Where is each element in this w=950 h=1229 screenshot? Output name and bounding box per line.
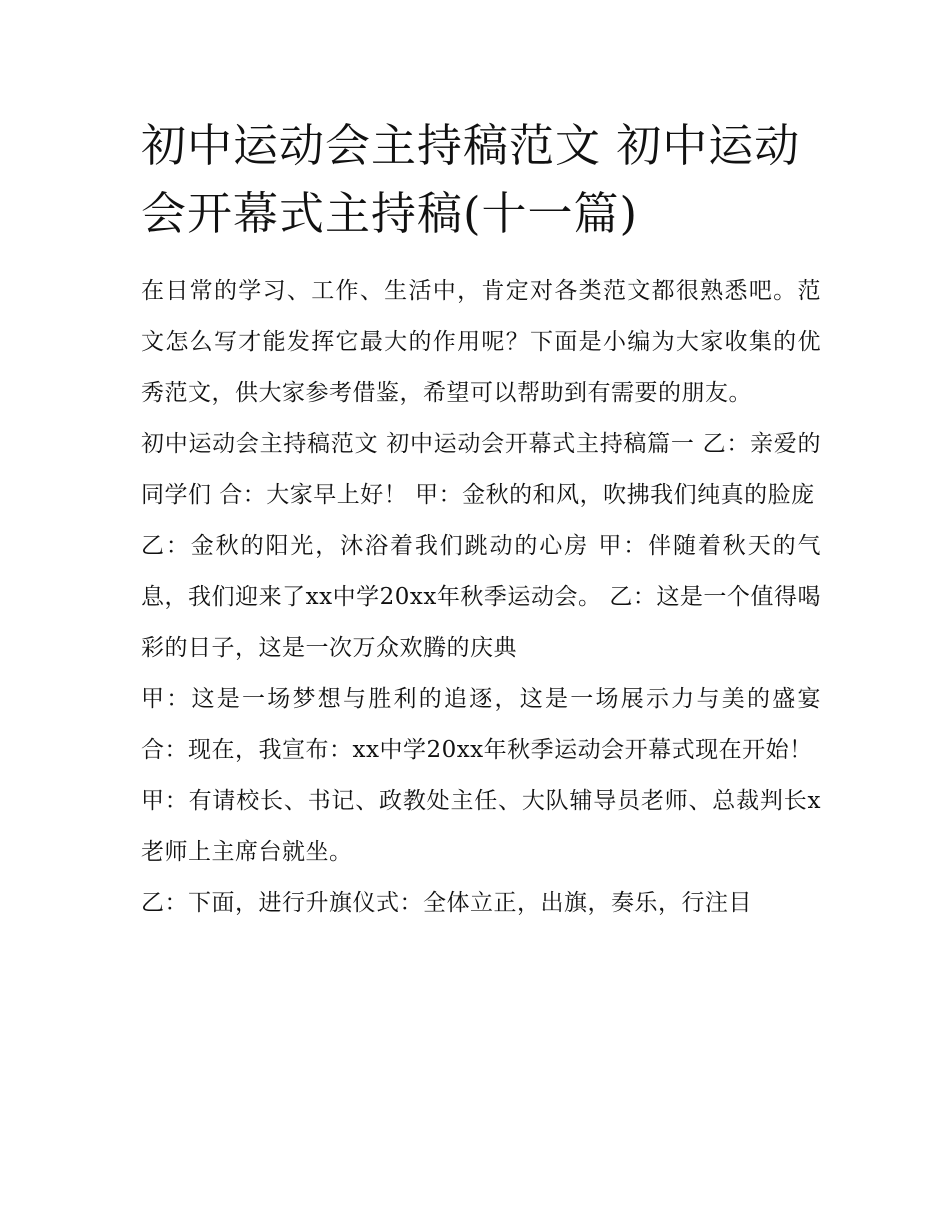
paragraph-flag-ceremony: 乙：下面，进行升旗仪式：全体立正，出旗，奏乐，行注目	[141, 890, 752, 916]
document-title: 初中运动会主持稿范文 初中运动会开幕式主持稿(十一篇)	[141, 119, 801, 240]
paragraph-intro: 在日常的学习、工作、生活中，肯定对各类范文都很熟悉吧。范文怎么写才能发挥它最大的作用呢？下面是小编为大家收集的优秀范文，供大家参考借鉴，希望可以帮助到有需要的朋友。	[141, 278, 821, 406]
document-page	[141, 112, 821, 929]
paragraph-opening: 初中运动会主持稿范文 初中运动会开幕式主持稿篇一 乙：亲爱的同学们 合：大家早上好！ 甲：金秋的和风，吹拂我们纯真的脸庞	[141, 431, 821, 508]
paragraph-autumn-sun: 乙：金秋的阳光，沐浴着我们跳动的心房 甲：伴随着秋天的气息，我们迎来了xx中学20xx年秋季运动会。 乙：这是一个值得喝彩的日子，这是一次万众欢腾的庆典	[141, 533, 821, 661]
paragraph-announcement: 甲：这是一场梦想与胜利的追逐，这是一场展示力与美的盛宴 合：现在，我宣布：xx中学20xx年秋季运动会开幕式现在开始！	[141, 686, 821, 763]
paragraph-invite-leaders: 甲：有请校长、书记、政教处主任、大队辅导员老师、总裁判长x老师上主席台就坐。	[141, 788, 821, 865]
